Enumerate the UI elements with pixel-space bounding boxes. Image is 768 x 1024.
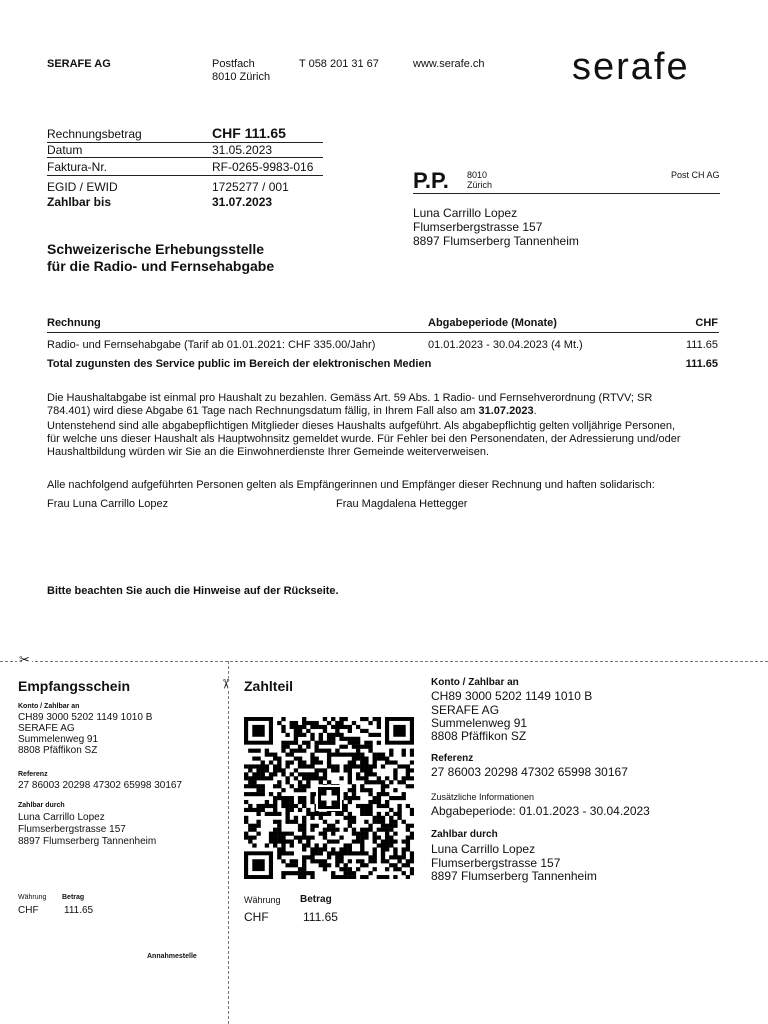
meta-label-egid: EGID / EWID bbox=[47, 180, 118, 194]
meta-value-amount: CHF 111.65 bbox=[212, 125, 286, 141]
recipient-city: 8897 Flumserberg Tannenheim bbox=[413, 234, 579, 248]
perforation-line bbox=[0, 661, 768, 662]
pp-mark: P.P. bbox=[413, 168, 449, 193]
issuer-line1: Schweizerische Erhebungsstelle bbox=[47, 241, 265, 257]
receipt-iban: CH89 3000 5202 1149 1010 B bbox=[18, 712, 153, 723]
post-operator: Post CH AG bbox=[671, 170, 720, 180]
company-name: SERAFE AG bbox=[47, 58, 111, 70]
due-date-highlight: 31.07.2023 bbox=[478, 405, 534, 417]
receipt-amount: 111.65 bbox=[64, 905, 94, 916]
website-link[interactable]: www.serafe.ch bbox=[413, 58, 485, 70]
receipt-title: Empfangsschein bbox=[18, 678, 131, 694]
meta-label-amount: Rechnungsbetrag bbox=[47, 127, 142, 141]
divider bbox=[47, 157, 323, 158]
meta-label-date: Datum bbox=[47, 143, 83, 157]
receipt-currency: CHF bbox=[18, 905, 39, 916]
payment-info-label: Zusätzliche Informationen bbox=[431, 792, 535, 802]
table-total-label: Total zugunsten des Service public im Bereich der elektronischen Medien bbox=[47, 358, 432, 370]
pp-zip: 8010 bbox=[467, 170, 488, 180]
receipt-reference: 27 86003 20298 47302 65998 30167 bbox=[18, 780, 183, 791]
table-header-chf: CHF bbox=[695, 317, 718, 329]
receipt-acceptance: Annahmestelle bbox=[147, 953, 197, 960]
swiss-qr-code-icon bbox=[244, 717, 414, 879]
payment-ref-label: Referenz bbox=[431, 753, 474, 764]
table-total-amount: 111.65 bbox=[685, 358, 718, 370]
meta-label-due: Zahlbar bis bbox=[47, 195, 112, 209]
receipt-amount-label: Betrag bbox=[62, 894, 85, 901]
payment-debtor-label: Zahlbar durch bbox=[431, 829, 498, 840]
meta-label-invoice-nr: Faktura-Nr. bbox=[47, 160, 108, 174]
paragraph-text: 784.401) wird diese Abgabe 61 Tage nach Rechnungsdatum fällig, in Ihrem Fall also am bbox=[47, 405, 476, 417]
receipt-creditor-street: Summelenweg 91 bbox=[18, 734, 99, 745]
payment-creditor-city: 8808 Pfäffikon SZ bbox=[431, 729, 527, 743]
recipient-street: Flumserbergstrasse 157 bbox=[413, 220, 543, 234]
scissors-icon: ✂ bbox=[218, 678, 234, 690]
meta-value-invoice-nr: RF-0265-9983-016 bbox=[212, 160, 314, 174]
payment-currency: CHF bbox=[244, 910, 269, 924]
receipt-debtor-street: Flumserbergstrasse 157 bbox=[18, 824, 126, 835]
receipt-currency-label: Währung bbox=[18, 894, 47, 901]
paragraph-end: . bbox=[533, 405, 537, 417]
qr-code-graphic bbox=[244, 717, 414, 879]
receipt-creditor-city: 8808 Pfäffikon SZ bbox=[18, 745, 98, 756]
reverse-side-note: Bitte beachten Sie auch die Hinweise auf der Rückseite. bbox=[47, 585, 339, 597]
perforation-line bbox=[228, 661, 229, 1024]
paragraph-line bbox=[47, 405, 537, 417]
payment-iban: CH89 3000 5202 1149 1010 B bbox=[431, 689, 593, 703]
divider bbox=[47, 142, 323, 143]
meta-value-due: 31.07.2023 bbox=[212, 195, 273, 209]
postage-divider bbox=[413, 193, 720, 194]
receipt-debtor-label: Zahlbar durch bbox=[18, 802, 65, 809]
table-header-invoice: Rechnung bbox=[47, 317, 101, 329]
household-person: Frau Luna Carrillo Lopez bbox=[47, 498, 169, 510]
payment-debtor-city: 8897 Flumserberg Tannenheim bbox=[431, 869, 597, 883]
payment-reference: 27 86003 20298 47302 65998 30167 bbox=[431, 765, 628, 779]
table-divider bbox=[47, 332, 719, 333]
divider bbox=[47, 175, 323, 176]
payment-creditor: SERAFE AG bbox=[431, 703, 500, 717]
postfach-city: 8010 Zürich bbox=[212, 71, 271, 83]
table-row-amount: 111.65 bbox=[685, 339, 718, 351]
phone: T 058 201 31 67 bbox=[299, 58, 379, 70]
serafe-logo: serafe bbox=[572, 46, 690, 88]
meta-value-egid: 1725277 / 001 bbox=[212, 180, 289, 194]
payment-debtor-name: Luna Carrillo Lopez bbox=[431, 842, 536, 856]
table-row-period: 01.01.2023 - 30.04.2023 (4 Mt.) bbox=[428, 339, 583, 351]
payment-title: Zahlteil bbox=[244, 678, 294, 694]
table-row-desc: Radio- und Fernsehabgabe (Tarif ab 01.01.2021: CHF 335.00/Jahr) bbox=[47, 339, 376, 351]
payment-currency-label: Währung bbox=[244, 895, 281, 905]
receipt-debtor-city: 8897 Flumserberg Tannenheim bbox=[18, 836, 157, 847]
scissors-icon: ✂ bbox=[19, 652, 30, 667]
payment-creditor-street: Summelenweg 91 bbox=[431, 716, 528, 730]
issuer-line2: für die Radio- und Fernsehabgabe bbox=[47, 258, 275, 274]
paragraph-line: Alle nachfolgend aufgeführten Personen gelten als Empfängerinnen und Empfänger dieser Rechnung und haften solidarisch: bbox=[47, 479, 655, 491]
payment-konto-label: Konto / Zahlbar an bbox=[431, 677, 519, 688]
payment-info: Abgabeperiode: 01.01.2023 - 30.04.2023 bbox=[431, 804, 650, 818]
receipt-ref-label: Referenz bbox=[18, 771, 48, 778]
receipt-creditor: SERAFE AG bbox=[18, 723, 75, 734]
paragraph-line: Die Haushaltabgabe ist einmal pro Haushalt zu bezahlen. Gemäss Art. 59 Abs. 1 Radio- und Fernsehverordnung (RTVV; SR bbox=[47, 392, 653, 404]
payment-amount: 111.65 bbox=[303, 910, 338, 924]
paragraph-line: Untenstehend sind alle abgabepflichtigen Mitglieder dieses Haushalts aufgeführt. Als abgabepflichtig gelten volljährige Personen, bbox=[47, 420, 676, 432]
postfach: Postfach bbox=[212, 58, 255, 70]
meta-value-date: 31.05.2023 bbox=[212, 143, 273, 157]
payment-amount-label: Betrag bbox=[300, 894, 332, 905]
paragraph-line: für welche uns dieser Haushalt als Hauptwohnsitz gemeldet wurde. Für Fehler bei den Personendaten, der Adressierung und/oder bbox=[47, 433, 681, 445]
payment-debtor-street: Flumserbergstrasse 157 bbox=[431, 856, 561, 870]
table-header-period: Abgabeperiode (Monate) bbox=[428, 317, 557, 329]
household-person: Frau Magdalena Hettegger bbox=[336, 498, 468, 510]
receipt-debtor-name: Luna Carrillo Lopez bbox=[18, 812, 105, 823]
pp-city: Zürich bbox=[467, 180, 493, 190]
paragraph-line: Haushaltbildung würden wir Sie an die Einwohnerdienste Ihrer Gemeinde weiterverweisen. bbox=[47, 446, 490, 458]
recipient-name: Luna Carrillo Lopez bbox=[413, 206, 518, 220]
receipt-konto-label: Konto / Zahlbar an bbox=[18, 703, 80, 710]
